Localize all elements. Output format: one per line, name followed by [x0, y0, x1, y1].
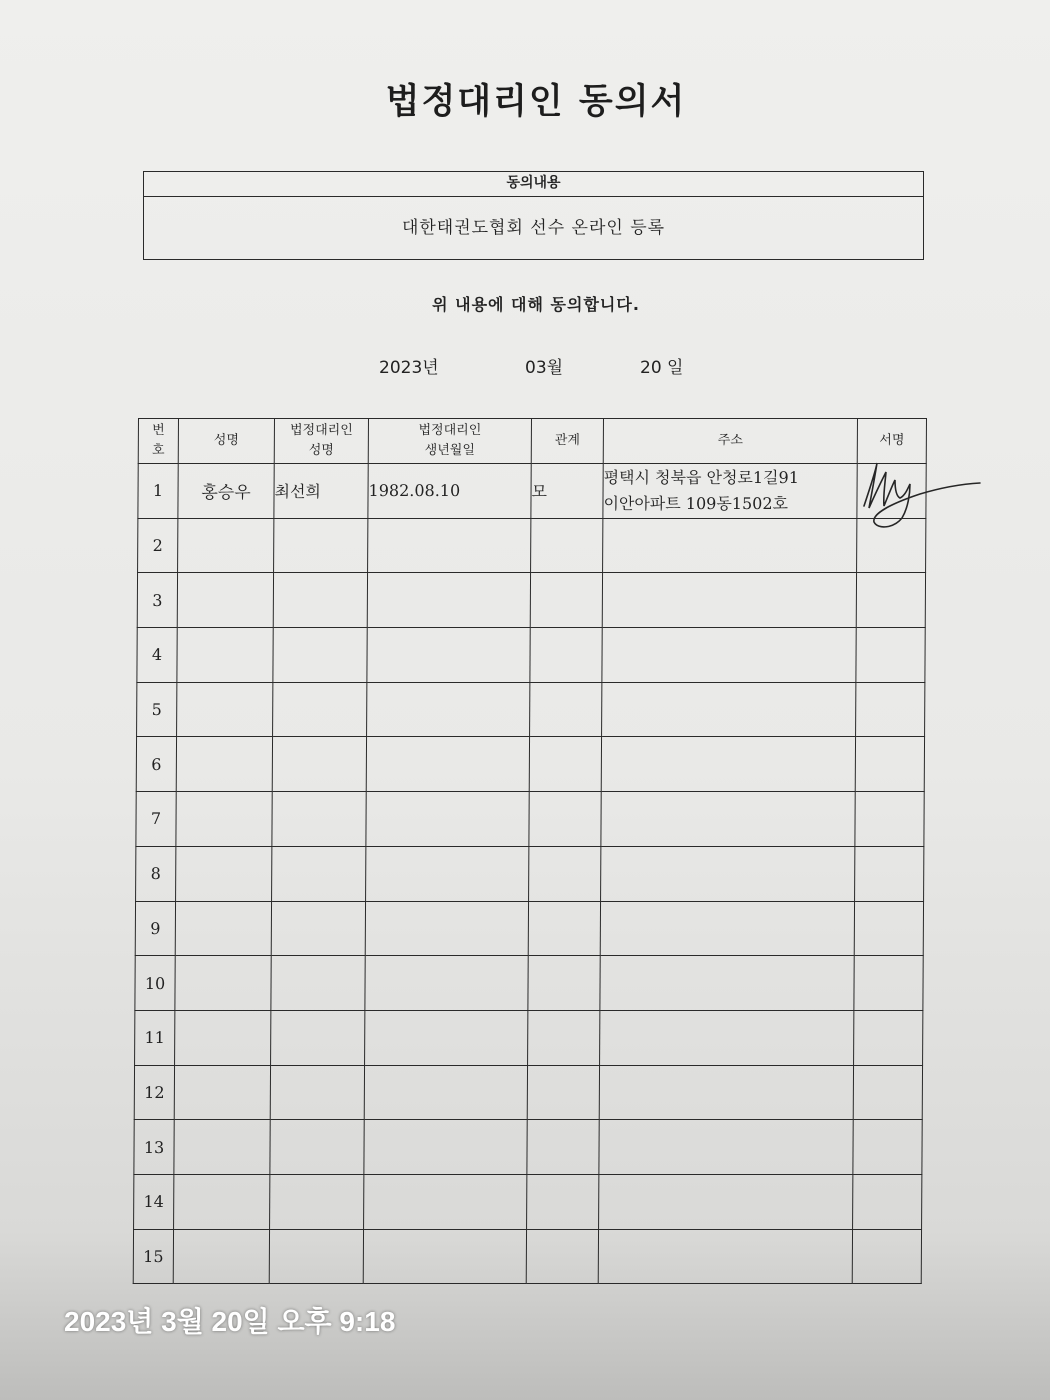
- cell-address: [601, 846, 855, 901]
- cell-name: [175, 956, 271, 1011]
- cell-signature: [854, 956, 923, 1011]
- cell-guardian-birth: [368, 518, 531, 573]
- cell-signature: [854, 1010, 923, 1065]
- cell-name: [175, 1010, 271, 1065]
- cell-signature: [855, 792, 924, 847]
- cell-relation: [530, 573, 602, 628]
- cell-guardian-birth: [363, 1229, 526, 1284]
- cell-address: [600, 1010, 854, 1065]
- document-title: 법정대리인 동의서: [385, 82, 687, 122]
- cell-relation: [529, 792, 601, 847]
- photo-timestamp: 2023년 3월 20일 오후 9:18: [64, 1306, 396, 1337]
- cell-name: [174, 1065, 270, 1120]
- table-row: [138, 464, 926, 519]
- header-signature: 서명: [857, 419, 926, 464]
- cell-signature: [852, 1229, 921, 1284]
- cell-no: 10: [135, 956, 175, 1011]
- table-row: [135, 1010, 923, 1065]
- cell-name: [174, 1120, 270, 1175]
- cell-guardian-name: [271, 901, 365, 956]
- date-day: 20 일: [640, 358, 684, 378]
- header-name: 성명: [178, 419, 274, 464]
- cell-address: [601, 792, 855, 847]
- consent-body: 대한태권도협회 선수 온라인 등록: [401, 218, 666, 238]
- cell-no: 12: [134, 1065, 174, 1120]
- cell-guardian-name: [271, 1010, 365, 1065]
- cell-guardian-name: [270, 1120, 364, 1175]
- table-row: [137, 682, 925, 737]
- header-guardian-birth: 법정대리인 생년월일: [368, 419, 531, 464]
- cell-guardian-birth: [367, 628, 530, 683]
- cell-signature: [854, 901, 923, 956]
- cell-guardian-name: [273, 628, 367, 683]
- cell-relation: [528, 901, 600, 956]
- cell-address: [602, 682, 856, 737]
- cell-guardian-name: [270, 1065, 364, 1120]
- cell-guardian-birth: [366, 846, 529, 901]
- cell-address: [601, 737, 855, 792]
- cell-guardian-name: [273, 682, 367, 737]
- cell-address: [603, 518, 857, 573]
- table-row: [134, 1120, 922, 1175]
- cell-guardian-name: [269, 1229, 363, 1284]
- date-year: 2023년: [379, 358, 439, 378]
- cell-relation: [527, 1120, 599, 1175]
- address-line-1: 평택시 청북읍 안청로1길91: [603, 467, 799, 487]
- cell-no: 6: [136, 737, 176, 792]
- cell-guardian-name: [270, 1174, 364, 1229]
- table-row: [136, 792, 924, 847]
- cell-guardian-name: [272, 737, 366, 792]
- cell-no: 13: [134, 1120, 174, 1175]
- table-row: [137, 573, 925, 628]
- cell-guardian-birth: [364, 1120, 527, 1175]
- table-row: [137, 628, 925, 683]
- cell-no: 4: [137, 628, 177, 683]
- cell-no: 15: [133, 1229, 173, 1284]
- cell-no: 5: [137, 682, 177, 737]
- cell-address: [599, 1065, 853, 1120]
- table-row: [133, 1229, 921, 1284]
- cell-relation: [526, 1229, 598, 1284]
- cell-name: [177, 628, 273, 683]
- cell-relation: [528, 1010, 600, 1065]
- cell-signature: [853, 1174, 922, 1229]
- cell-guardian-birth: [367, 682, 530, 737]
- cell-signature: [855, 846, 924, 901]
- cell-signature: [856, 628, 925, 683]
- cell-relation: [527, 1065, 599, 1120]
- cell-guardian-birth: 1982.08.10: [368, 464, 531, 519]
- cell-name: 홍승우: [178, 464, 274, 519]
- cell-guardian-birth: [364, 1174, 527, 1229]
- cell-address: [599, 1120, 853, 1175]
- cell-address: [603, 464, 857, 519]
- cell-relation: 모: [531, 464, 603, 519]
- cell-guardian-birth: [364, 1065, 527, 1120]
- cell-guardian-name: [271, 956, 365, 1011]
- table-row: [134, 1174, 922, 1229]
- cell-guardian-birth: [366, 737, 529, 792]
- cell-no: 9: [135, 901, 175, 956]
- cell-guardian-name: 최선희: [274, 464, 368, 519]
- cell-name: [176, 846, 272, 901]
- header-address: 주소: [603, 419, 857, 464]
- cell-name: [178, 518, 274, 573]
- table-header-row: [138, 419, 926, 464]
- cell-address: [600, 956, 854, 1011]
- cell-name: [175, 901, 271, 956]
- cell-guardian-birth: [365, 956, 528, 1011]
- cell-relation: [529, 846, 601, 901]
- date-month: 03월: [525, 358, 564, 378]
- cell-no: 8: [136, 846, 176, 901]
- cell-signature: [856, 682, 925, 737]
- cell-signature: [855, 737, 924, 792]
- cell-no: 1: [138, 464, 178, 519]
- address-line-2: 이안아파트 109동1502호: [603, 493, 789, 513]
- cell-name: [177, 573, 273, 628]
- handwritten-signature: [850, 458, 982, 538]
- consent-header: 동의내용: [144, 172, 923, 197]
- consent-box: [143, 171, 924, 260]
- cell-name: [176, 737, 272, 792]
- cell-no: 14: [134, 1174, 174, 1229]
- table-row: [135, 901, 923, 956]
- cell-relation: [528, 956, 600, 1011]
- cell-relation: [527, 1174, 599, 1229]
- cell-address: [602, 628, 856, 683]
- table-row: [136, 737, 924, 792]
- header-relation: 관계: [531, 419, 603, 464]
- registration-table-wrapper: [133, 418, 926, 1283]
- cell-name: [177, 682, 273, 737]
- cell-guardian-name: [273, 573, 367, 628]
- table-row: [134, 1065, 922, 1120]
- cell-guardian-name: [274, 518, 368, 573]
- cell-address: [599, 1174, 853, 1229]
- cell-no: 3: [137, 573, 177, 628]
- cell-address: [598, 1229, 852, 1284]
- cell-relation: [531, 518, 603, 573]
- cell-no: 7: [136, 792, 176, 847]
- cell-signature: [856, 573, 925, 628]
- cell-guardian-birth: [366, 792, 529, 847]
- cell-relation: [529, 737, 601, 792]
- header-no: 번 호: [138, 419, 178, 464]
- agree-statement: 위 내용에 대해 동의합니다.: [432, 295, 640, 314]
- cell-guardian-birth: [365, 1010, 528, 1065]
- cell-no: 11: [135, 1010, 175, 1065]
- cell-relation: [530, 628, 602, 683]
- cell-no: 2: [138, 518, 178, 573]
- cell-name: [176, 792, 272, 847]
- header-guardian-name: 법정대리인 성명: [274, 419, 368, 464]
- cell-name: [174, 1174, 270, 1229]
- cell-address: [600, 901, 854, 956]
- cell-address: [602, 573, 856, 628]
- cell-guardian-name: [272, 792, 366, 847]
- registration-table: [133, 418, 927, 1284]
- cell-name: [173, 1229, 269, 1284]
- table-row: [138, 518, 926, 573]
- table-row: [135, 956, 923, 1011]
- cell-guardian-name: [272, 846, 366, 901]
- cell-guardian-birth: [367, 573, 530, 628]
- cell-guardian-birth: [365, 901, 528, 956]
- cell-signature: [853, 1065, 922, 1120]
- table-row: [136, 846, 924, 901]
- cell-relation: [530, 682, 602, 737]
- cell-signature: [853, 1120, 922, 1175]
